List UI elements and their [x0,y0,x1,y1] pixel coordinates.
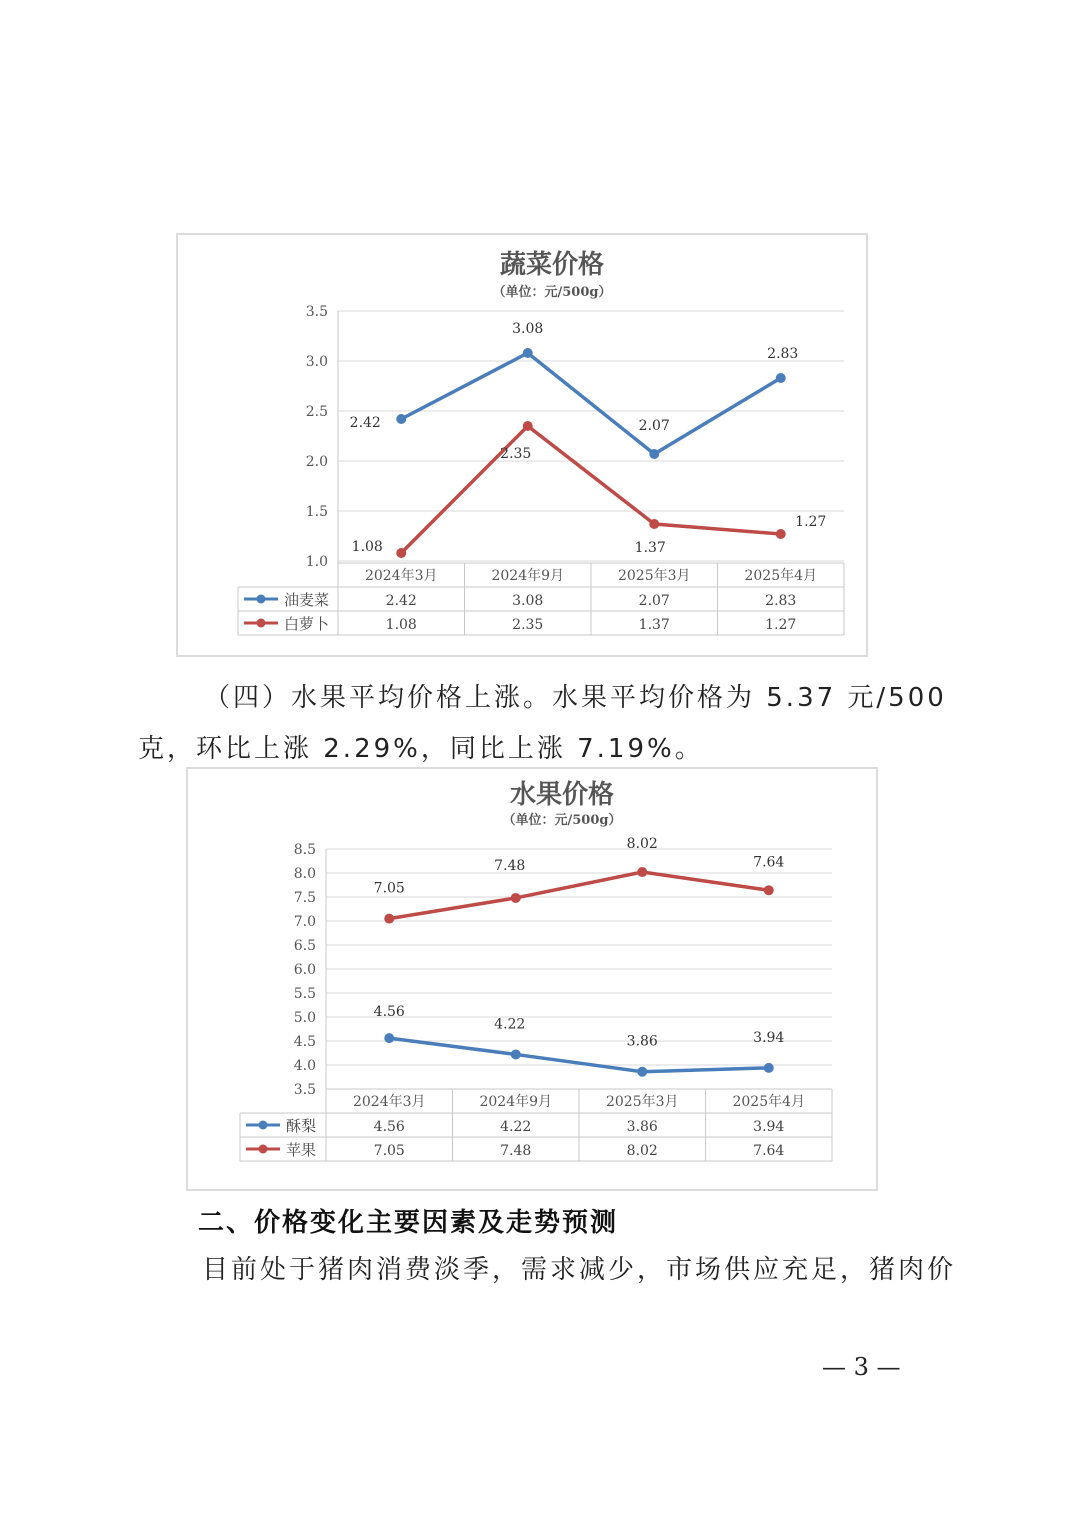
y-tick-label: 3.5 [305,304,328,320]
data-label: 4.22 [494,1016,526,1033]
legend-label: 白萝卜 [284,615,330,633]
table-cell-value: 2.35 [512,617,544,633]
x-category-label: 2024年3月 [364,568,438,584]
x-category-label: 2025年3月 [605,1094,679,1110]
page-number: — 3 — [822,1353,901,1381]
x-category-label: 2024年9月 [479,1094,553,1110]
section-heading: 二、价格变化主要因素及走势预测 [198,1208,619,1238]
legend-marker [259,1145,268,1154]
table-cell-value: 3.94 [753,1119,785,1135]
x-category-label: 2025年4月 [732,1094,806,1110]
data-label: 2.35 [500,446,532,462]
table-cell-value: 1.27 [765,617,797,633]
table-cell-value: 7.48 [500,1143,532,1159]
data-point [384,914,394,924]
table-cell-value: 1.08 [385,617,417,633]
y-tick-label: 2.0 [305,454,328,470]
table-cell-value: 7.05 [373,1143,405,1159]
y-tick-label: 7.5 [293,890,316,906]
table-cell-value: 2.42 [385,593,417,609]
x-category-label: 2024年3月 [352,1094,426,1110]
chart-title: 蔬菜价格 [499,250,605,280]
data-label: 7.48 [494,857,526,874]
table-cell-value: 8.02 [626,1143,658,1159]
legend-marker [257,619,266,628]
table-cell-value: 7.64 [753,1143,785,1159]
legend-marker [259,1121,268,1130]
data-point [523,348,533,358]
fruit-price-paragraph-line2: 克，环比上涨 2.29%，同比上涨 7.19%。 [138,734,704,764]
data-point [637,1067,647,1077]
data-point [649,449,659,459]
y-tick-label: 8.5 [293,842,316,858]
x-category-label: 2025年4月 [744,568,818,584]
table-cell-value: 3.86 [626,1119,658,1135]
y-tick-label: 4.5 [293,1034,316,1050]
data-label: 3.08 [512,321,544,337]
chart-subtitle: （单位：元/500g） [492,285,612,300]
data-point [384,1033,394,1043]
data-label: 1.27 [795,514,827,530]
series-line [389,1038,769,1072]
y-tick-label: 4.0 [293,1058,316,1074]
y-tick-label: 2.5 [305,404,328,420]
data-label: 4.56 [373,1004,405,1021]
series-line [401,426,781,553]
legend-label: 酥梨 [286,1117,317,1135]
fruit-price-paragraph-line1: （四）水果平均价格上涨。水果平均价格为 5.37 元/500 [204,683,947,713]
data-label: 2.07 [638,418,670,434]
data-point [511,1049,521,1059]
data-label: 7.05 [373,880,405,897]
y-tick-label: 1.5 [305,504,328,520]
chart-svg [178,235,866,655]
table-cell-value: 1.37 [638,617,670,633]
chart-title: 水果价格 [509,780,615,810]
x-category-label: 2025年3月 [617,568,691,584]
y-tick-label: 5.5 [293,986,316,1002]
data-label: 8.02 [626,836,658,853]
chart-svg [188,769,876,1189]
y-tick-label: 7.0 [293,914,316,930]
data-point [649,519,659,529]
y-tick-label: 1.0 [305,554,328,570]
data-point [637,867,647,877]
data-label: 3.94 [753,1029,785,1046]
series-line [401,353,781,454]
vegetable-price-chart [176,233,868,657]
x-category-label: 2024年9月 [491,568,565,584]
data-point [776,373,786,383]
fruit-price-chart [186,767,878,1191]
data-label: 1.08 [351,539,383,555]
y-tick-label: 5.0 [293,1010,316,1026]
data-label: 7.64 [753,854,785,871]
y-tick-label: 8.0 [293,866,316,882]
data-point [523,421,533,431]
table-cell-value: 2.07 [638,593,670,609]
data-point [511,893,521,903]
data-label: 1.37 [634,540,666,556]
data-label: 3.86 [626,1033,658,1050]
table-cell-value: 4.22 [500,1119,532,1135]
legend-label: 油麦菜 [284,591,330,609]
data-point [396,548,406,558]
data-point [764,1063,774,1073]
legend-label: 苹果 [286,1141,317,1159]
y-tick-label: 6.0 [293,962,316,978]
table-cell-value: 2.83 [765,593,797,609]
data-point [764,885,774,895]
series-line [389,872,769,919]
table-cell-value: 3.08 [512,593,544,609]
data-point [776,529,786,539]
data-label: 2.42 [349,415,381,431]
data-point [396,414,406,424]
y-tick-label: 6.5 [293,938,316,954]
y-tick-label: 3.0 [305,354,328,370]
pork-paragraph-line1: 目前处于猪肉消费淡季，需求减少，市场供应充足，猪肉价 [202,1255,957,1285]
data-label: 2.83 [767,346,799,362]
table-cell-value: 4.56 [373,1119,405,1135]
chart-subtitle: （单位：元/500g） [502,813,622,828]
legend-marker [257,595,266,604]
y-tick-label: 3.5 [293,1082,316,1098]
